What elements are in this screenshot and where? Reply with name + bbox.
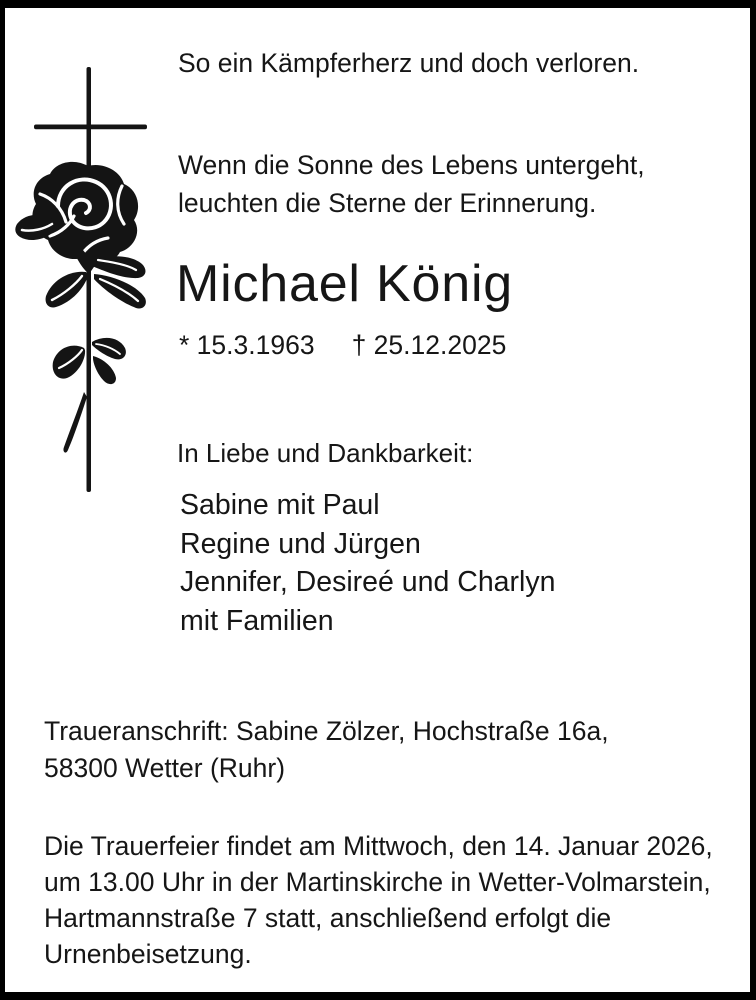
address-line: 58300 Wetter (Ruhr) (44, 753, 286, 783)
funeral-line: Die Trauerfeier findet am Mittwoch, den 14. Januar 2026, (44, 831, 713, 861)
verse-line: Wenn die Sonne des Lebens untergeht, (178, 150, 645, 180)
birth-date: * 15.3.1963 (179, 330, 315, 360)
funeral-line: um 13.00 Uhr in der Martinskirche in Wetter-Volmarstein, (44, 867, 711, 897)
cross-icon (34, 67, 147, 492)
deceased-name: Michael König (176, 255, 514, 313)
funeral-details (44, 828, 713, 972)
mourner-line: Regine und Jürgen (180, 527, 421, 560)
death-date: † 25.12.2025 (351, 330, 507, 360)
mourners-list (180, 486, 555, 640)
verse-line: leuchten die Sterne der Erinnerung. (178, 188, 597, 218)
funeral-line: Hartmannstraße 7 statt, anschließend erfolgt die (44, 903, 612, 933)
life-dates (179, 329, 506, 361)
epigraph: So ein Kämpferherz und doch verloren. (178, 48, 640, 78)
rose-icon (15, 162, 146, 453)
cross-and-rose-icon (12, 58, 172, 498)
address-line: Traueranschrift: Sabine Zölzer, Hochstraße 16a, (44, 716, 609, 746)
mourner-line: mit Familien (180, 604, 334, 637)
condolence-address (44, 713, 609, 787)
mourners-intro: In Liebe und Dankbarkeit: (177, 438, 474, 468)
mourner-line: Jennifer, Desireé und Charlyn (180, 566, 556, 598)
mourner-line: Sabine mit Paul (180, 489, 380, 521)
funeral-line: Urnenbeisetzung. (44, 939, 252, 969)
memorial-verse (178, 146, 645, 222)
